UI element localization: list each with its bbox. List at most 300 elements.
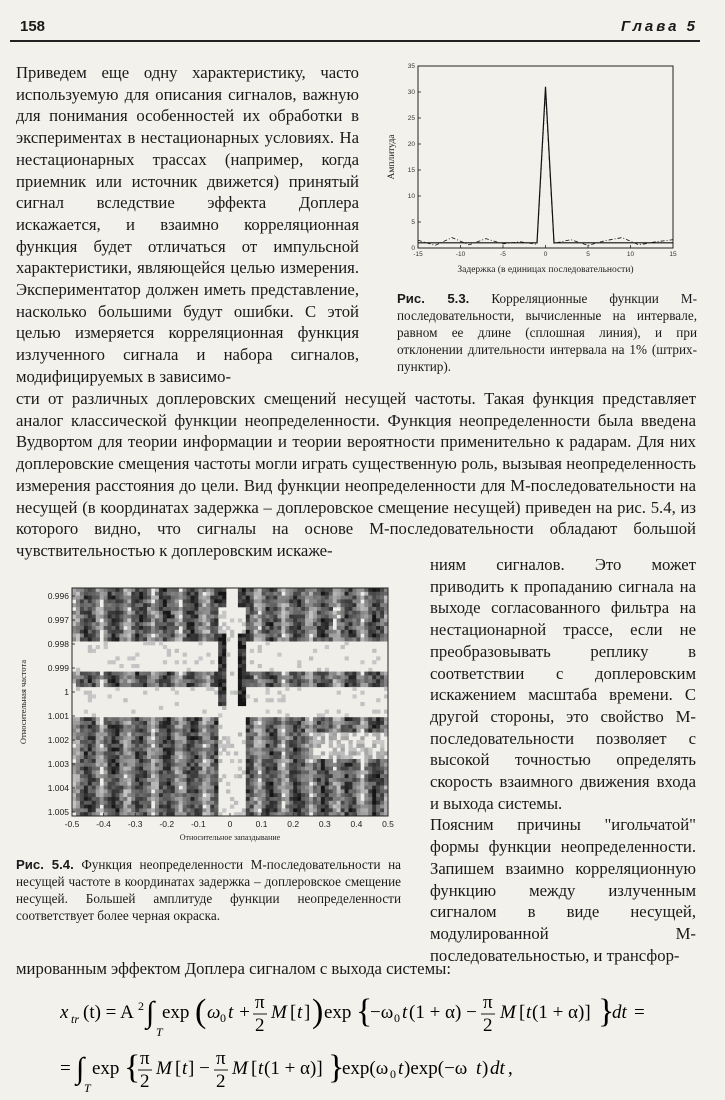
heatmap-cell <box>368 611 372 615</box>
svg-text:2: 2 <box>483 1015 493 1036</box>
heatmap-cell <box>364 683 368 687</box>
heatmap-cell <box>277 793 281 797</box>
heatmap-cell <box>285 725 289 729</box>
heatmap-cell <box>198 748 202 752</box>
heatmap-cell <box>155 615 159 619</box>
heatmap-cell <box>313 721 317 725</box>
heatmap-cell <box>349 805 353 809</box>
heatmap-cell <box>194 808 198 812</box>
heatmap-cell <box>108 588 112 592</box>
heatmap-cell <box>297 588 301 592</box>
heatmap-cell <box>297 607 301 611</box>
caption-label: Рис. 5.4. <box>16 857 74 872</box>
heatmap-cell <box>183 797 187 801</box>
heatmap-cell <box>163 736 167 740</box>
heatmap-cell <box>285 679 289 683</box>
heatmap-cell <box>80 782 84 786</box>
ambiguity-heatmap-svg <box>16 580 396 855</box>
x-tick-label: -0.1 <box>191 819 206 829</box>
heatmap-cell <box>313 774 317 778</box>
heatmap-cell <box>84 710 88 714</box>
heatmap-cell <box>345 592 349 596</box>
heatmap-cell <box>84 801 88 805</box>
heatmap-cell <box>171 770 175 774</box>
heatmap-cell <box>108 626 112 630</box>
heatmap-cell <box>194 759 198 763</box>
heatmap-cell <box>167 622 171 626</box>
heatmap-cell <box>258 630 262 634</box>
y-tick-label: 1.004 <box>47 783 69 793</box>
heatmap-cell <box>321 637 325 641</box>
heatmap-cell <box>108 607 112 611</box>
heatmap-cell <box>301 805 305 809</box>
heatmap-cell <box>127 740 131 744</box>
heatmap-cell <box>139 607 143 611</box>
heatmap-cell <box>341 759 345 763</box>
heatmap-cell <box>167 592 171 596</box>
heatmap-cell <box>242 694 246 698</box>
heatmap-cell <box>104 588 108 592</box>
heatmap-cell <box>250 763 254 767</box>
heatmap-cell <box>341 679 345 683</box>
heatmap-cell <box>222 653 226 657</box>
heatmap-cell <box>242 653 246 657</box>
heatmap-cell <box>119 732 123 736</box>
heatmap-cell <box>80 672 84 676</box>
heatmap-cell <box>139 793 143 797</box>
heatmap-cell <box>151 786 155 790</box>
heatmap-cell <box>76 770 80 774</box>
heatmap-cell <box>119 725 123 729</box>
heatmap-cell <box>270 759 274 763</box>
svg-text:∫: ∫ <box>76 1052 85 1085</box>
heatmap-cell <box>380 755 384 759</box>
heatmap-cell <box>309 748 313 752</box>
heatmap-cell <box>372 763 376 767</box>
heatmap-cell <box>147 717 151 721</box>
heatmap-cell <box>368 755 372 759</box>
heatmap-cell <box>333 732 337 736</box>
heatmap-cell <box>183 774 187 778</box>
heatmap-cell <box>293 782 297 786</box>
heatmap-cell <box>194 748 198 752</box>
heatmap-cell <box>147 607 151 611</box>
heatmap-cell <box>214 782 218 786</box>
heatmap-cell <box>76 611 80 615</box>
heatmap-cell <box>194 767 198 771</box>
heatmap-cell <box>329 725 333 729</box>
heatmap-cell <box>270 637 274 641</box>
heatmap-cell <box>72 615 76 619</box>
heatmap-cell <box>281 675 285 679</box>
heatmap-cell <box>214 630 218 634</box>
heatmap-cell <box>147 748 151 752</box>
heatmap-cell <box>270 596 274 600</box>
heatmap-cell <box>108 782 112 786</box>
heatmap-cell <box>147 797 151 801</box>
heatmap-cell <box>119 622 123 626</box>
heatmap-cell <box>112 626 116 630</box>
heatmap-cell <box>191 630 195 634</box>
heatmap-cell <box>242 622 246 626</box>
heatmap-cell <box>281 808 285 812</box>
heatmap-cell <box>163 751 167 755</box>
heatmap-cell <box>123 611 127 615</box>
heatmap-cell <box>187 744 191 748</box>
heatmap-cell <box>76 774 80 778</box>
heatmap-cell <box>147 721 151 725</box>
heatmap-cell <box>289 774 293 778</box>
heatmap-cell <box>115 626 119 630</box>
figure-5-4-heatmap <box>16 580 396 855</box>
heatmap-cell <box>214 596 218 600</box>
heatmap-cell <box>198 736 202 740</box>
heatmap-cell <box>115 618 119 622</box>
heatmap-cell <box>139 744 143 748</box>
heatmap-cell <box>262 637 266 641</box>
x-tick-label: 5 <box>586 251 590 258</box>
heatmap-cell <box>368 782 372 786</box>
heatmap-cell <box>250 744 254 748</box>
heatmap-cell <box>143 770 147 774</box>
heatmap-cell <box>273 782 277 786</box>
heatmap-cell <box>254 637 258 641</box>
heatmap-cell <box>92 736 96 740</box>
heatmap-cell <box>337 808 341 812</box>
heatmap-cell <box>80 732 84 736</box>
heatmap-cell <box>175 630 179 634</box>
heatmap-cell <box>317 763 321 767</box>
heatmap-cell <box>349 755 353 759</box>
heatmap-cell <box>325 588 329 592</box>
heatmap-cell <box>151 748 155 752</box>
heatmap-cell <box>289 748 293 752</box>
heatmap-cell <box>115 740 119 744</box>
heatmap-cell <box>191 725 195 729</box>
heatmap-cell <box>230 744 234 748</box>
heatmap-cell <box>100 596 104 600</box>
heatmap-cell <box>289 679 293 683</box>
heatmap-cell <box>262 740 266 744</box>
x-axis-label: Задержка (в единицах последовательности) <box>457 265 634 275</box>
heatmap-cell <box>368 603 372 607</box>
heatmap-cell <box>297 622 301 626</box>
heatmap-cell <box>104 607 108 611</box>
heatmap-cell <box>273 763 277 767</box>
heatmap-cell <box>171 789 175 793</box>
heatmap-cell <box>191 767 195 771</box>
heatmap-cell <box>258 615 262 619</box>
heatmap-cell <box>309 599 313 603</box>
heatmap-cell <box>329 751 333 755</box>
heatmap-cell <box>356 626 360 630</box>
heatmap-cell <box>143 740 147 744</box>
heatmap-cell <box>92 755 96 759</box>
heatmap-cell <box>183 801 187 805</box>
heatmap-cell <box>285 721 289 725</box>
heatmap-cell <box>270 672 274 676</box>
heatmap-cell <box>92 808 96 812</box>
heatmap-cell <box>84 679 88 683</box>
heatmap-cell <box>325 618 329 622</box>
heatmap-cell <box>143 755 147 759</box>
heatmap-cell <box>337 637 341 641</box>
heatmap-cell <box>163 755 167 759</box>
heatmap-cell <box>329 607 333 611</box>
heatmap-cell <box>96 637 100 641</box>
heatmap-cell <box>238 668 242 672</box>
heatmap-cell <box>167 732 171 736</box>
heatmap-cell <box>139 596 143 600</box>
heatmap-cell <box>222 672 226 676</box>
heatmap-cell <box>258 675 262 679</box>
heatmap-cell <box>317 615 321 619</box>
heatmap-cell <box>194 732 198 736</box>
heatmap-cell <box>285 767 289 771</box>
heatmap-cell <box>360 683 364 687</box>
heatmap-cell <box>100 751 104 755</box>
heatmap-cell <box>155 596 159 600</box>
heatmap-cell <box>356 797 360 801</box>
svg-text:=: = <box>60 1058 71 1079</box>
heatmap-cell <box>254 630 258 634</box>
heatmap-cell <box>349 630 353 634</box>
heatmap-cell <box>187 672 191 676</box>
heatmap-cell <box>321 797 325 801</box>
heatmap-cell <box>301 782 305 786</box>
heatmap-cell <box>277 653 281 657</box>
heatmap-cell <box>297 744 301 748</box>
heatmap-cell <box>258 607 262 611</box>
heatmap-cell <box>372 618 376 622</box>
heatmap-cell <box>210 725 214 729</box>
heatmap-cell <box>112 679 116 683</box>
heatmap-cell <box>96 805 100 809</box>
heatmap-cell <box>226 736 230 740</box>
heatmap-cell <box>277 725 281 729</box>
heatmap-cell <box>281 736 285 740</box>
heatmap-cell <box>80 630 84 634</box>
heatmap-cell <box>281 694 285 698</box>
heatmap-cell <box>250 725 254 729</box>
heatmap-cell <box>305 592 309 596</box>
heatmap-cell <box>349 611 353 615</box>
heatmap-cell <box>155 634 159 638</box>
heatmap-cell <box>131 656 135 660</box>
heatmap-cell <box>234 801 238 805</box>
heatmap-cell <box>80 675 84 679</box>
heatmap-cell <box>92 675 96 679</box>
heatmap-cell <box>139 630 143 634</box>
heatmap-cell <box>321 592 325 596</box>
heatmap-cell <box>175 611 179 615</box>
x-tick-label: -0.3 <box>127 819 143 829</box>
heatmap-cell <box>155 637 159 641</box>
heatmap-cell <box>246 683 250 687</box>
y-tick-label: 10 <box>407 193 415 200</box>
heatmap-cell <box>159 618 163 622</box>
heatmap-cell <box>246 607 250 611</box>
heatmap-cell <box>242 672 246 676</box>
heatmap-cell <box>175 770 179 774</box>
heatmap-cell <box>159 793 163 797</box>
heatmap-cell <box>309 626 313 630</box>
heatmap-cell <box>159 782 163 786</box>
heatmap-cell <box>372 710 376 714</box>
heatmap-cell <box>293 679 297 683</box>
heatmap-cell <box>80 759 84 763</box>
heatmap-cell <box>258 683 262 687</box>
heatmap-cell <box>127 793 131 797</box>
heatmap-cell <box>143 763 147 767</box>
heatmap-cell <box>167 637 171 641</box>
heatmap-cell <box>250 675 254 679</box>
heatmap-cell <box>159 634 163 638</box>
heatmap-cell <box>238 702 242 706</box>
heatmap-cell <box>345 729 349 733</box>
heatmap-cell <box>376 672 380 676</box>
heatmap-cell <box>76 637 80 641</box>
heatmap-cell <box>273 634 277 638</box>
heatmap-cell <box>337 786 341 790</box>
heatmap-cell <box>131 729 135 733</box>
heatmap-cell <box>277 622 281 626</box>
heatmap-cell <box>96 729 100 733</box>
heatmap-cell <box>372 729 376 733</box>
heatmap-cell <box>179 729 183 733</box>
heatmap-cell <box>84 588 88 592</box>
heatmap-cell <box>238 732 242 736</box>
heatmap-cell <box>301 774 305 778</box>
heatmap-cell <box>273 588 277 592</box>
heatmap-cell <box>135 672 139 676</box>
heatmap-cell <box>380 717 384 721</box>
heatmap-cell <box>171 740 175 744</box>
heatmap-cell <box>349 721 353 725</box>
heatmap-cell <box>262 782 266 786</box>
heatmap-cell <box>301 599 305 603</box>
heatmap-cell <box>104 774 108 778</box>
heatmap-cell <box>123 607 127 611</box>
heatmap-cell <box>364 786 368 790</box>
heatmap-cell <box>270 717 274 721</box>
heatmap-cell <box>159 759 163 763</box>
heatmap-cell <box>333 808 337 812</box>
heatmap-cell <box>163 672 167 676</box>
heatmap-cell <box>88 740 92 744</box>
heatmap-cell <box>76 740 80 744</box>
heatmap-cell <box>277 717 281 721</box>
heatmap-cell <box>317 618 321 622</box>
heatmap-cell <box>194 615 198 619</box>
heatmap-cell <box>270 675 274 679</box>
heatmap-cell <box>273 721 277 725</box>
heatmap-cell <box>297 751 301 755</box>
heatmap-cell <box>258 645 262 649</box>
heatmap-cell <box>376 751 380 755</box>
heatmap-cell <box>187 729 191 733</box>
svg-text:π: π <box>216 1048 226 1069</box>
heatmap-cell <box>191 778 195 782</box>
heatmap-cell <box>349 679 353 683</box>
heatmap-cell <box>127 675 131 679</box>
heatmap-cell <box>92 797 96 801</box>
heatmap-cell <box>202 797 206 801</box>
heatmap-cell <box>337 770 341 774</box>
heatmap-cell <box>80 786 84 790</box>
heatmap-cell <box>313 759 317 763</box>
heatmap-cell <box>277 797 281 801</box>
heatmap-cell <box>317 770 321 774</box>
heatmap-cell <box>179 736 183 740</box>
heatmap-cell <box>317 808 321 812</box>
heatmap-cell <box>92 793 96 797</box>
heatmap-cell <box>183 725 187 729</box>
heatmap-cell <box>171 622 175 626</box>
heatmap-cell <box>317 622 321 626</box>
heatmap-cell <box>297 808 301 812</box>
heatmap-cell <box>258 736 262 740</box>
heatmap-cell <box>96 622 100 626</box>
heatmap-cell <box>313 740 317 744</box>
heatmap-cell <box>309 744 313 748</box>
heatmap-cell <box>167 729 171 733</box>
heatmap-cell <box>112 611 116 615</box>
heatmap-cell <box>317 782 321 786</box>
heatmap-cell <box>273 626 277 630</box>
heatmap-cell <box>313 782 317 786</box>
heatmap-cell <box>345 630 349 634</box>
heatmap-cell <box>191 751 195 755</box>
heatmap-cell <box>368 618 372 622</box>
heatmap-cell <box>198 774 202 778</box>
heatmap-cell <box>238 698 242 702</box>
heatmap-cell <box>380 797 384 801</box>
heatmap-cell <box>214 599 218 603</box>
heatmap-cell <box>210 774 214 778</box>
svg-text:T: T <box>84 1081 91 1095</box>
heatmap-cell <box>281 767 285 771</box>
heatmap-cell <box>293 717 297 721</box>
heatmap-cell <box>135 744 139 748</box>
heatmap-cell <box>230 797 234 801</box>
heatmap-cell <box>352 767 356 771</box>
heatmap-cell <box>127 721 131 725</box>
heatmap-cell <box>147 596 151 600</box>
heatmap-cell <box>258 717 262 721</box>
heatmap-cell <box>127 744 131 748</box>
heatmap-cell <box>206 592 210 596</box>
heatmap-cell <box>301 592 305 596</box>
heatmap-cell <box>151 721 155 725</box>
heatmap-cell <box>305 611 309 615</box>
heatmap-cell <box>159 751 163 755</box>
heatmap-cell <box>139 755 143 759</box>
heatmap-cell <box>76 592 80 596</box>
heatmap-cell <box>84 607 88 611</box>
heatmap-cell <box>337 797 341 801</box>
heatmap-cell <box>356 634 360 638</box>
svg-text:ω: ω <box>207 1002 221 1023</box>
heatmap-cell <box>119 679 123 683</box>
heatmap-cell <box>119 603 123 607</box>
heatmap-cell <box>277 683 281 687</box>
heatmap-cell <box>88 801 92 805</box>
heatmap-cell <box>100 797 104 801</box>
heatmap-cell <box>155 774 159 778</box>
heatmap-cell <box>80 607 84 611</box>
heatmap-cell <box>202 679 206 683</box>
